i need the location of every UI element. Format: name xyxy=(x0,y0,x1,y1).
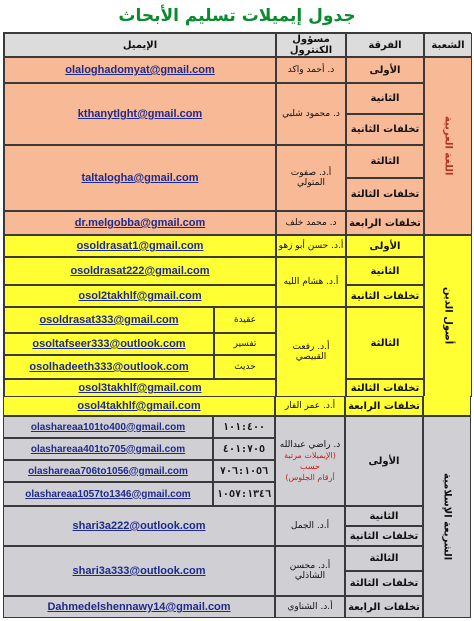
range-cell: ١٠٥٧:١٣٤٦ xyxy=(213,482,275,506)
controller-cell: أ.د. رفعت القبيصي xyxy=(276,307,346,397)
email-cell xyxy=(4,285,276,307)
controller-cell: د. محمود شلبي xyxy=(276,83,346,145)
email-cell xyxy=(4,257,276,285)
department-usul: أصول الدين xyxy=(424,235,472,397)
email-link[interactable]: osoldrasat333@gmail.com xyxy=(39,314,179,326)
email-link[interactable]: dr.melgobba@gmail.com xyxy=(74,217,206,229)
header-email: الإيميل xyxy=(4,33,276,57)
email-cell xyxy=(4,57,276,83)
level-cell: الأولى xyxy=(346,235,424,257)
email-cell xyxy=(4,235,276,257)
email-cell xyxy=(4,379,276,397)
controller-cell: أ.د. الشناوي xyxy=(275,596,345,618)
level-cell: تخلفات الثانية xyxy=(346,114,424,145)
email-cell xyxy=(4,333,214,355)
email-cell xyxy=(3,460,213,482)
email-cell xyxy=(3,482,213,506)
level-cell: تخلفات الثالثة xyxy=(346,178,424,211)
email-cell xyxy=(3,546,275,596)
email-cell xyxy=(3,596,275,618)
controller-cell: د. راضي عبدالله (الإيميلات مرتبة حسب أرقام الجلوس) xyxy=(275,416,345,506)
controller-cell: د. محمد خلف xyxy=(276,211,346,235)
email-link[interactable]: Dahmedelshennawy14@gmail.com xyxy=(47,601,231,613)
email-cell xyxy=(3,506,275,546)
email-link[interactable]: olashareaa401to705@gmail.com xyxy=(30,443,186,455)
email-link[interactable]: osol4takhlf@gmail.com xyxy=(77,400,201,412)
department-sharia: الشريعة الإسلامية xyxy=(423,416,471,618)
header-level: الفرقة xyxy=(346,33,424,57)
email-link[interactable]: olashareaa1057to1346@gmail.com xyxy=(25,488,191,500)
controller-cell: أ.د. عمر الفار xyxy=(275,396,345,416)
email-link[interactable]: olashareaa101to400@gmail.com xyxy=(30,421,186,433)
level-cell: تخلفات الثالثة xyxy=(345,571,423,596)
email-link[interactable]: osol2takhlf@gmail.com xyxy=(78,290,202,302)
email-link[interactable]: osoltafseer333@outlook.com xyxy=(32,338,186,350)
controller-cell: أ.د. الجمل xyxy=(275,506,345,546)
department-arabic: اللغة العربية xyxy=(424,57,472,235)
email-link[interactable]: osoldrasat222@gmail.com xyxy=(70,265,210,277)
subject-cell: عقيدة xyxy=(214,307,276,333)
email-link[interactable]: taltalogha@gmail.com xyxy=(81,172,199,184)
range-cell: ٧٠٦:١٠٥٦ xyxy=(213,460,275,482)
controller-cell: أ.د. صفوت المتولي xyxy=(276,145,346,211)
level-cell: تخلفات الثانية xyxy=(346,285,424,307)
subject-cell: حديث xyxy=(214,355,276,379)
controller-cell: أ.د. محسن الشاذلي xyxy=(275,546,345,596)
header-department: الشعبة xyxy=(424,33,472,57)
email-cell xyxy=(4,211,276,235)
controller-cell: أ.د. حسن أبو زهو xyxy=(276,235,346,257)
email-cell xyxy=(4,355,214,379)
range-cell: ١٠١:٤٠٠ xyxy=(213,416,275,438)
level-cell: تخلفات الرابعة xyxy=(346,211,424,235)
level-cell: الأولى xyxy=(346,57,424,83)
range-cell: ٤٠١:٧٠٥ xyxy=(213,438,275,460)
email-cell xyxy=(3,438,213,460)
level-cell: الثانية xyxy=(346,257,424,285)
level-cell: الثالثة xyxy=(346,145,424,178)
email-cell xyxy=(4,83,276,145)
level-cell: الأولى xyxy=(345,416,423,506)
level-cell: تخلفات الثانية xyxy=(345,526,423,546)
header-controller: مسؤول الكنترول xyxy=(276,33,346,57)
level-cell: تخلفات الرابعة xyxy=(345,396,423,416)
page-title: جدول إيميلات تسليم الأبحاث xyxy=(118,6,356,26)
email-link[interactable]: olashareaa706to1056@gmail.com xyxy=(28,465,188,477)
email-link[interactable]: shari3a333@outlook.com xyxy=(72,565,206,577)
level-cell: الثالثة xyxy=(345,546,423,571)
level-cell: الثانية xyxy=(345,506,423,526)
level-cell: تخلفات الثالثة xyxy=(346,379,424,397)
email-cell xyxy=(4,145,276,211)
email-link[interactable]: osoldrasat1@gmail.com xyxy=(76,240,204,252)
email-link[interactable]: shari3a222@outlook.com xyxy=(72,520,206,532)
email-cell xyxy=(3,396,275,416)
controller-cell: د. أحمد واكد xyxy=(276,57,346,83)
email-link[interactable]: kthanytlght@gmail.com xyxy=(77,108,203,120)
email-link[interactable]: osolhadeeth333@outlook.com xyxy=(29,361,189,373)
level-cell: تخلفات الرابعة xyxy=(345,596,423,618)
subject-cell: تفسير xyxy=(214,333,276,355)
email-cell xyxy=(3,416,213,438)
email-cell xyxy=(4,307,214,333)
email-link[interactable]: osol3takhlf@gmail.com xyxy=(78,382,202,394)
level-cell: الثانية xyxy=(346,83,424,114)
controller-cell: أ.د. هشام الليه xyxy=(276,257,346,307)
email-link[interactable]: olaloghadomyat@gmail.com xyxy=(65,64,215,76)
level-cell: الثالثة xyxy=(346,307,424,379)
